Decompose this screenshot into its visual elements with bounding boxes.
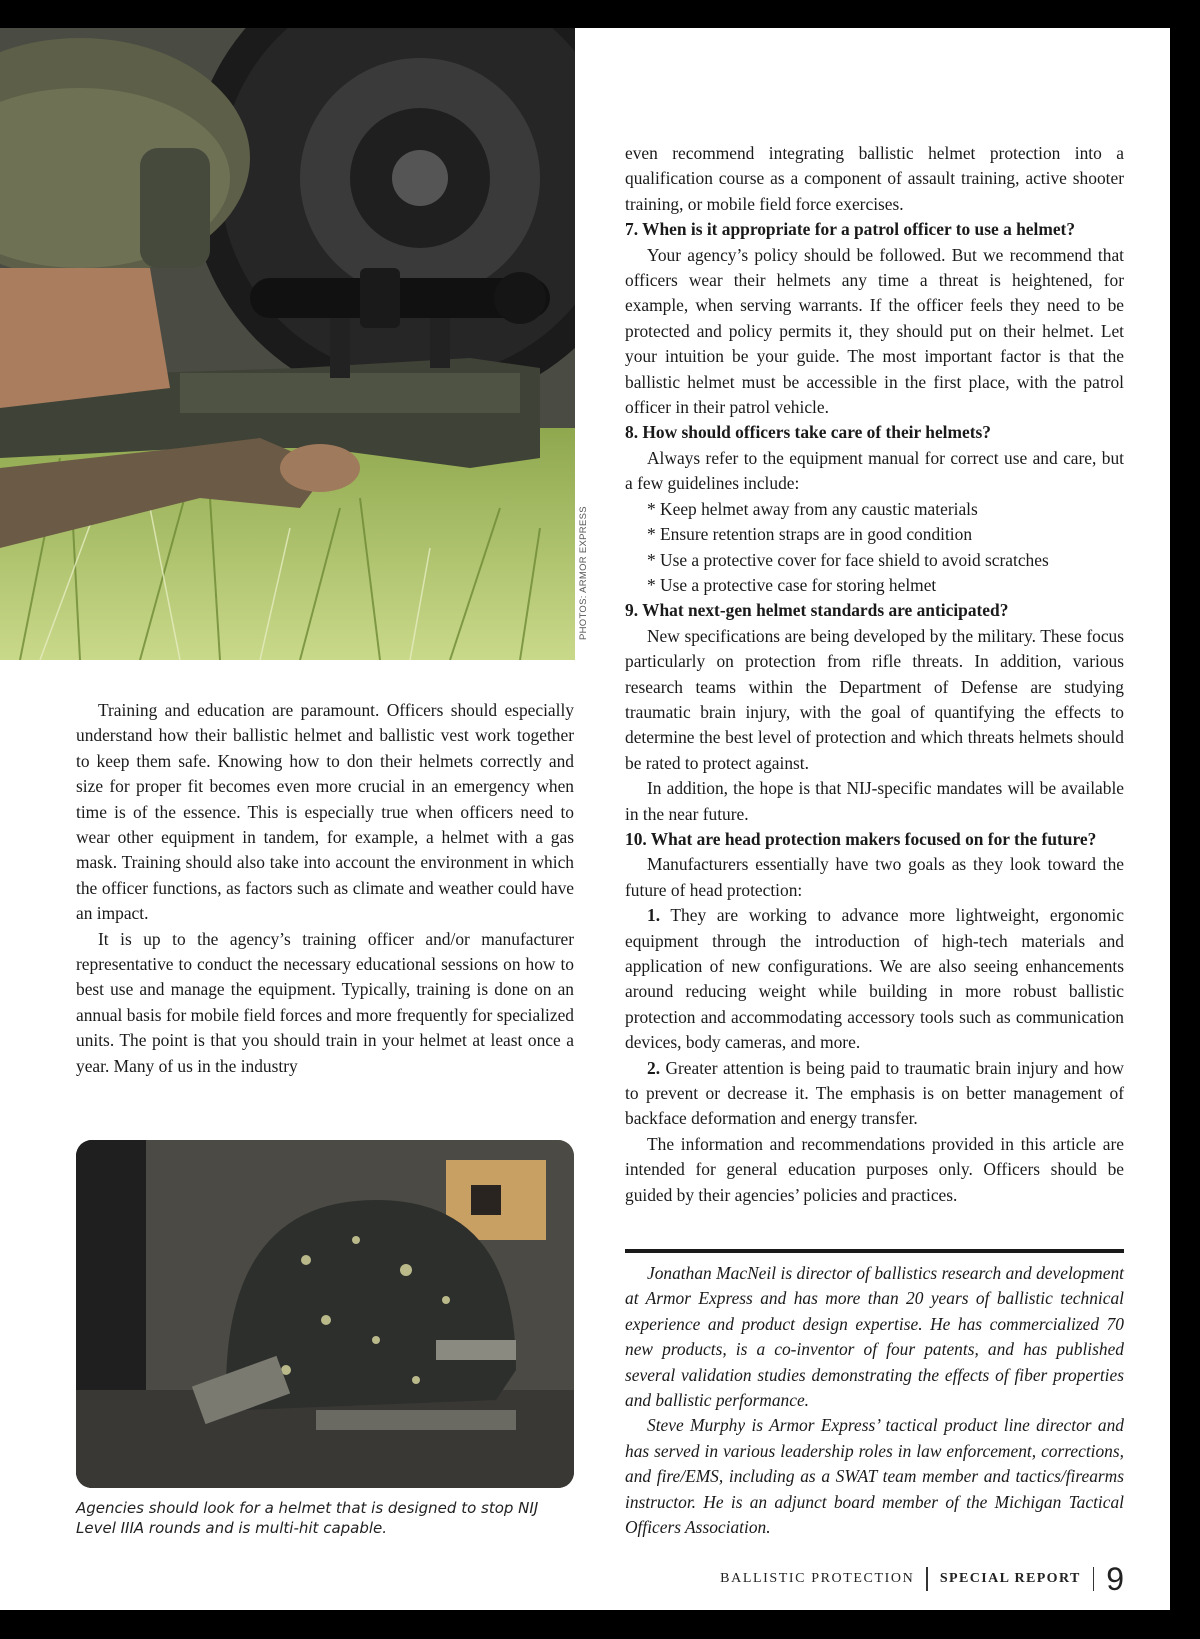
list-item: * Keep helmet away from any caustic materials (647, 498, 978, 519)
page-number: 9 (1106, 1560, 1124, 1597)
left-column (76, 698, 574, 1079)
photo-credit: PHOTOS: ARMOR EXPRESS (578, 506, 589, 640)
page-footer (720, 1559, 1124, 1599)
helmet-illustration (76, 1140, 574, 1488)
author-bios (625, 1261, 1124, 1540)
photo-caption: Agencies should look for a helmet that is designed to stop NIJ Level IIIA rounds and is multi-hit capable. (76, 1499, 539, 1537)
sniper-photo (0, 28, 575, 660)
goal-1-number: 1. (647, 905, 661, 926)
answer-9b: In addition, the hope is that NIJ-specific mandates will be available in the near future. (625, 778, 1124, 824)
goal-1-text: They are working to advance more lightweight, ergonomic equipment through the introduction of high-tech materials and application of new configurations. We are also seeing enhancements around reducing weight while building in more robust ballistic protection and accommodating accessory tools such as communication devices, body cameras, and more. (625, 905, 1124, 1053)
answer-8: Always refer to the equipment manual for correct use and care, but a few guidelines include: (625, 447, 1124, 494)
goal-2 (625, 1056, 1124, 1132)
footer-report: SPECIAL REPORT (939, 1571, 1081, 1586)
answer-10: Manufacturers essentially have two goals as they look toward the future of head protection: (625, 854, 1124, 900)
sniper-illustration (0, 28, 575, 660)
question-10: 10. What are head protection makers focused on for the future? (625, 828, 1097, 849)
goal-2-text: Greater attention is being paid to traumatic brain injury and how to prevent or decrease it. The emphasis is on better management of backface deformation and energy transfer. (625, 1057, 1124, 1129)
question-7: 7. When is it appropriate for a patrol officer to use a helmet? (625, 219, 1076, 240)
list-item: * Ensure retention straps are in good condition (647, 524, 973, 545)
footer-section: BALLISTIC PROTECTION (720, 1571, 915, 1586)
footer-separator (926, 1567, 928, 1591)
helmet-test-photo (76, 1140, 574, 1488)
closing-paragraph: The information and recommendations provided in this article are intended for general education purposes only. Officers should be guided by their agencies’ policies and practices. (625, 1133, 1124, 1205)
question-9: 9. What next-gen helmet standards are anticipated? (625, 600, 1009, 621)
care-guidelines-list (625, 497, 1124, 599)
goal-2-number: 2. (647, 1057, 661, 1078)
bio-murphy: Steve Murphy is Armor Express’ tactical product line director and has served in various leadership roles in law enforcement, corrections, and fire/EMS, including as a SWAT team member and tactics/firearms instructor. He is an adjunct board member of the Michigan Tactical Officers Association. (625, 1415, 1124, 1538)
list-item: * Use a protective case for storing helmet (647, 574, 937, 595)
bio-divider (625, 1249, 1124, 1253)
training-paragraph: Training and education are paramount. Officers should especially understand how their ballistic helmet and ballistic vest work together to keep them safe. Knowing how to don their helmets correctly and size for proper fit becomes even more crucial in an emergency when time is of the essence. This is especially true when officers need to wear other equipment in tandem, for example, a helmet with a gas mask. Training should also take into account the environment in which the officer functions, as factors such as climate and weather could have an impact. (76, 700, 574, 924)
right-column (625, 141, 1124, 1208)
question-8: 8. How should officers take care of their helmets? (625, 422, 991, 443)
agency-paragraph: It is up to the agency’s training officer and/or manufacturer representative to conduct the necessary educational sessions on how to best use and manage the equipment. Typically, training is done on an annual basis for mobile field forces and more frequently for specialized units. The point is that you should train in your helmet at least once a year. Many of us in the industry (76, 928, 574, 1076)
continued-paragraph: even recommend integrating ballistic helmet protection into a qualification course as a component of assault training, active shooter training, or mobile field force exercises. (625, 143, 1124, 214)
answer-9a: New specifications are being developed by the military. These focus particularly on protection from rifle threats. In addition, various research teams within the Department of Defense are studying traumatic brain injury, with the goal of quantifying the effects to determine the best level of protection and which threats helmets should be rated to protect against. (625, 625, 1124, 773)
footer-separator (1093, 1567, 1095, 1591)
answer-7: Your agency’s policy should be followed. But we recommend that officers wear their helmets any time a threat is heightened, for example, when serving warrants. If the officer feels they need to be protected and policy permits it, they should put on their helmet. Let your intuition be your guide. The most important factor is that the ballistic helmet must be accessible in the first place, with the patrol officer in their patrol vehicle. (625, 244, 1124, 418)
bio-macneil: Jonathan MacNeil is director of ballistics research and development at Armor Express and has more than 20 years of ballistic technical experience and product design expertise. He has commercialized 70 new products, is a co-inventor of four patents, and has published several validation studies demonstrating the effects of fiber properties and ballistic performance. (625, 1263, 1124, 1411)
goal-1 (625, 903, 1124, 1055)
list-item: * Use a protective cover for face shield to avoid scratches (647, 549, 1049, 570)
magazine-page (0, 28, 1170, 1610)
